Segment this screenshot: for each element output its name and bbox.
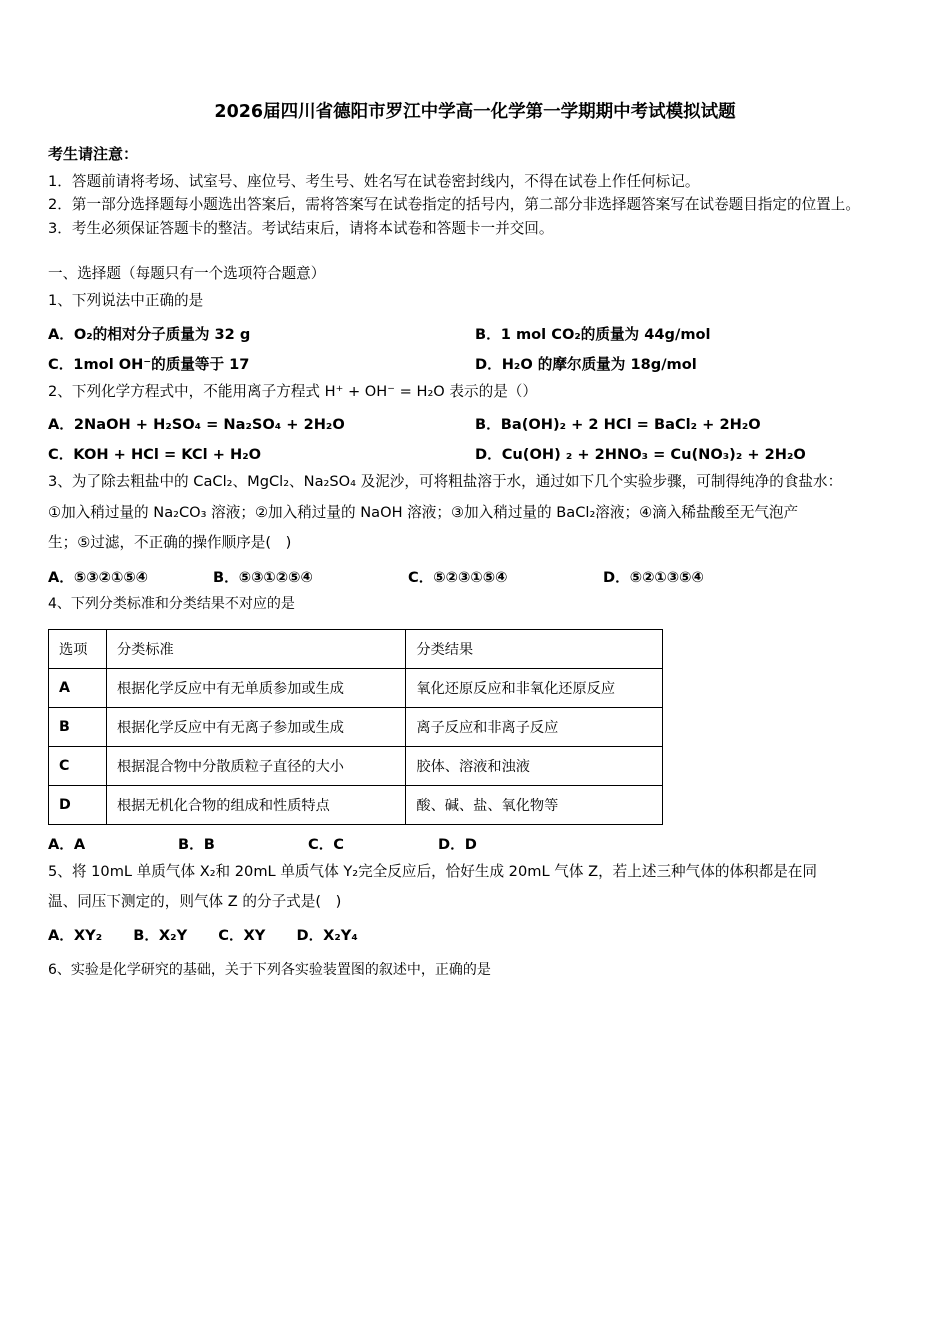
question-6-stem <box>48 959 902 983</box>
table-row <box>49 707 663 746</box>
question-3-options <box>48 566 902 587</box>
question-5-option-c: C．XY <box>218 926 266 944</box>
table-cell-standard: 根据无机化合物的组成和性质特点 <box>106 785 405 824</box>
question-6-text: 实验是化学研究的基础，关于下列各实验装置图的叙述中，正确的是 <box>70 961 491 978</box>
table-header-option: 选项 <box>49 629 107 668</box>
table-row <box>49 746 663 785</box>
notice-line-2: 2．第一部分选择题每小题选出答案后，需将答案写在试卷指定的括号内，第二部分非选择题答案写在试卷题目指定的位置上。 <box>48 196 860 214</box>
question-1-option-a: A．O₂的相对分子质量为 32 g <box>48 325 251 343</box>
section-title-multiple-choice: 一、选择题（每题只有一个选项符合题意） <box>48 265 326 283</box>
question-3-number: 3、 <box>48 473 72 491</box>
question-3-text-1: 为了除去粗盐中的 CaCl₂、MgCl₂、Na₂SO₄ 及泥沙，可将粗盐溶于水，通过如下几个实验步骤，可制得纯净的食盐水： <box>71 473 843 491</box>
table-cell-standard: 根据化学反应中有无单质参加或生成 <box>106 668 405 707</box>
question-1-option-b: B．1 mol CO₂的质量为 44g/mol <box>475 325 711 343</box>
notice-heading: 考生请注意： <box>48 144 139 163</box>
question-4-option-d: D．D <box>438 835 477 853</box>
notice-line-1: 1．答题前请将考场、试室号、座位号、考生号、姓名写在试卷密封线内，不得在试卷上作任何标记。 <box>48 172 700 190</box>
question-2-option-d: D．Cu(OH) ₂ + 2HNO₃ = Cu(NO₃)₂ + 2H₂O <box>475 446 806 464</box>
question-3-option-d: D．⑤②①③⑤④ <box>603 569 704 586</box>
table-row <box>49 785 663 824</box>
question-4-options <box>48 833 902 854</box>
table-cell-standard: 根据化学反应中有无离子参加或生成 <box>106 707 405 746</box>
table-cell-result: 胶体、溶液和浊液 <box>406 746 663 785</box>
question-2-number: 2、 <box>48 382 72 400</box>
table-header-standard: 分类标准 <box>106 629 405 668</box>
question-3-option-c: C．⑤②③①⑤④ <box>408 569 508 586</box>
classification-table <box>48 629 663 825</box>
question-5-text-1: 将 10mL 单质气体 X₂和 20mL 单质气体 Y₂完全反应后，恰好生成 20mL 气体 Z，若上述三种气体的体积都是在同 <box>71 862 817 880</box>
question-3-stem-line-1 <box>48 470 902 495</box>
table-cell-option: B <box>49 707 107 746</box>
question-6-number: 6、 <box>48 961 71 978</box>
question-3-option-a: A．⑤③②①⑤④ <box>48 569 149 586</box>
question-3-stem-line-3: 生；⑤过滤，不正确的操作顺序是( ) <box>48 534 292 552</box>
question-5-stem-line-1 <box>48 860 902 885</box>
question-3-option-b: B．⑤③①②⑤④ <box>213 569 313 586</box>
question-2-options-row-1 <box>48 413 902 434</box>
table-header-result: 分类结果 <box>406 629 663 668</box>
question-2-option-c: C．KOH + HCl = KCl + H₂O <box>48 446 262 464</box>
question-5-stem-line-2: 温、同压下测定的，则气体 Z 的分子式是( ) <box>48 893 342 911</box>
question-1-option-c: C．1mol OH⁻的质量等于 17 <box>48 355 250 373</box>
table-cell-result: 离子反应和非离子反应 <box>406 707 663 746</box>
table-row <box>49 668 663 707</box>
question-5-option-a: A．XY₂ <box>48 926 103 944</box>
table-cell-standard: 根据混合物中分散质粒子直径的大小 <box>106 746 405 785</box>
table-cell-result: 酸、碱、盐、氧化物等 <box>406 785 663 824</box>
question-4-option-c: C．C <box>308 835 345 853</box>
question-5-option-b: B．X₂Y <box>133 926 188 944</box>
question-4-option-a: A．A <box>48 835 86 853</box>
question-1-options-row-1 <box>48 323 902 344</box>
question-5-number: 5、 <box>48 862 72 880</box>
question-2-stem <box>48 380 902 405</box>
table-header-row <box>49 629 663 668</box>
table-cell-result: 氧化还原反应和非氧化还原反应 <box>406 668 663 707</box>
question-2-options-row-2 <box>48 443 902 464</box>
table-cell-option: A <box>49 668 107 707</box>
question-1-option-d: D．H₂O 的摩尔质量为 18g/mol <box>475 355 697 373</box>
question-2-text: 下列化学方程式中，不能用离子方程式 H⁺ + OH⁻ = H₂O 表示的是（） <box>71 382 537 400</box>
question-5-options <box>48 924 902 945</box>
question-3-stem-line-2: ①加入稍过量的 Na₂CO₃ 溶液；②加入稍过量的 NaOH 溶液；③加入稍过量的 BaCl₂溶液；④滴入稀盐酸至无气泡产 <box>48 503 799 521</box>
page-title: 2026届四川省德阳市罗江中学高一化学第一学期期中考试模拟试题 <box>214 102 736 122</box>
table-cell-option: D <box>49 785 107 824</box>
question-2-option-b: B．Ba(OH)₂ + 2 HCl = BaCl₂ + 2H₂O <box>475 416 761 434</box>
question-1-stem <box>48 289 902 314</box>
question-4-option-b: B．B <box>178 835 215 853</box>
notice-line-3: 3．考生必须保证答题卡的整洁。考试结束后，请将本试卷和答题卡一并交回。 <box>48 219 554 237</box>
question-4-text: 下列分类标准和分类结果不对应的是 <box>70 596 295 612</box>
question-4-stem <box>48 593 902 617</box>
question-2-option-a: A．2NaOH + H₂SO₄ = Na₂SO₄ + 2H₂O <box>48 416 345 434</box>
question-5-option-d: D．X₂Y₄ <box>296 926 358 944</box>
question-4-number: 4、 <box>48 596 71 612</box>
question-1-options-row-2 <box>48 353 902 374</box>
question-1-number: 1、 <box>48 292 72 310</box>
table-cell-option: C <box>49 746 107 785</box>
question-1-text: 下列说法中正确的是 <box>71 292 204 310</box>
